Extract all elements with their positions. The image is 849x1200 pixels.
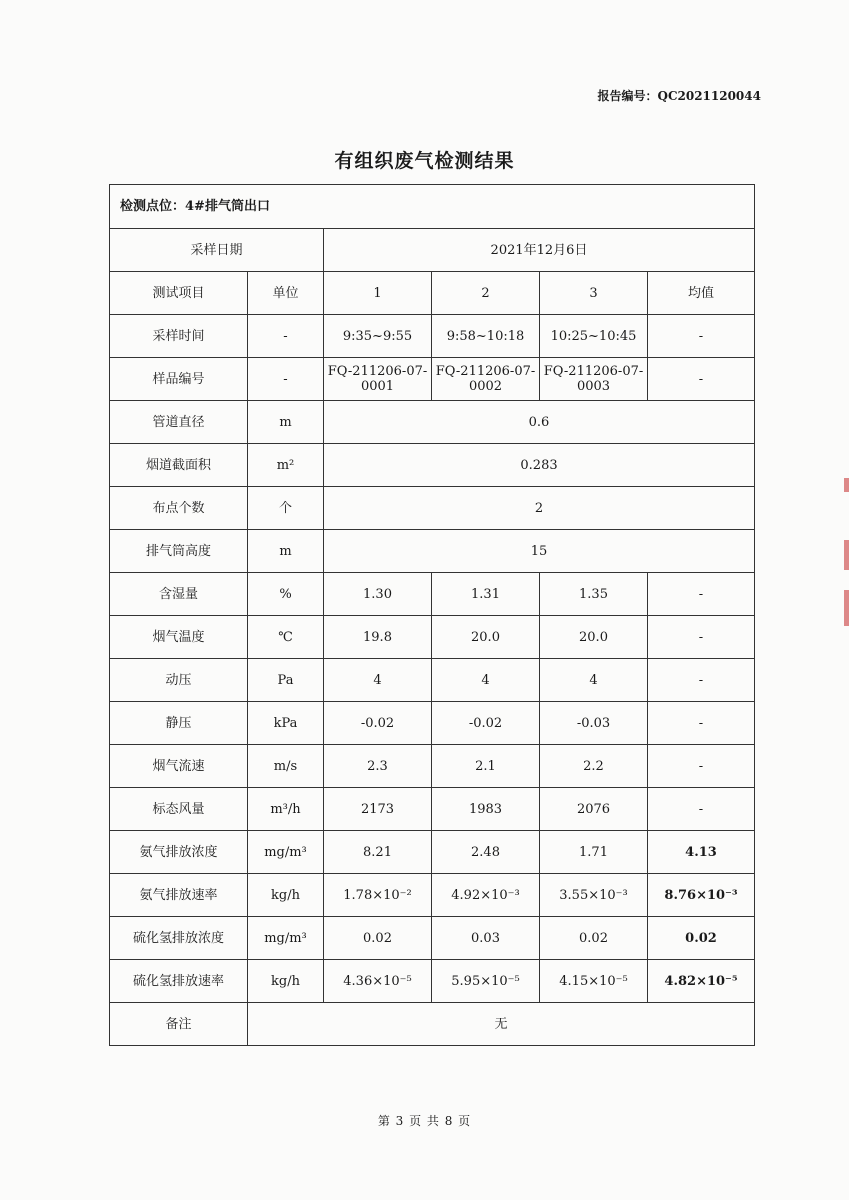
table-row <box>110 616 755 659</box>
row-average: - <box>648 573 755 616</box>
row-merged-value: 0.283 <box>324 444 755 487</box>
row-value-2: FQ-211206-07-0002 <box>432 358 540 401</box>
row-unit: ℃ <box>248 616 324 659</box>
table-row <box>110 745 755 788</box>
row-unit: kPa <box>248 702 324 745</box>
row-item: 硫化氢排放速率 <box>110 960 248 1003</box>
row-item: 采样时间 <box>110 315 248 358</box>
remark-row <box>110 1003 755 1046</box>
table-row <box>110 573 755 616</box>
row-unit: mg/m³ <box>248 917 324 960</box>
row-average: - <box>648 358 755 401</box>
row-value-2: 0.03 <box>432 917 540 960</box>
header-row <box>110 272 755 315</box>
row-value-3: -0.03 <box>540 702 648 745</box>
row-value-1: 4 <box>324 659 432 702</box>
row-value-1: 1.30 <box>324 573 432 616</box>
sampling-date-value: 2021年12月6日 <box>324 229 755 272</box>
table-row <box>110 358 755 401</box>
row-value-1: 1.78×10⁻² <box>324 874 432 917</box>
row-value-3: 1.35 <box>540 573 648 616</box>
row-item: 烟气温度 <box>110 616 248 659</box>
header-run-3: 3 <box>540 272 648 315</box>
row-value-1: 19.8 <box>324 616 432 659</box>
row-item: 标态风量 <box>110 788 248 831</box>
table-row <box>110 702 755 745</box>
row-item: 硫化氢排放浓度 <box>110 917 248 960</box>
row-value-3: 4.15×10⁻⁵ <box>540 960 648 1003</box>
table-row <box>110 917 755 960</box>
row-value-3: 2.2 <box>540 745 648 788</box>
row-item: 烟气流速 <box>110 745 248 788</box>
location-cell: 检测点位：4#排气筒出口 <box>110 185 755 229</box>
row-value-2: 4.92×10⁻³ <box>432 874 540 917</box>
row-item: 氨气排放速率 <box>110 874 248 917</box>
header-item: 测试项目 <box>110 272 248 315</box>
row-value-3: 3.55×10⁻³ <box>540 874 648 917</box>
row-average: 4.13 <box>648 831 755 874</box>
row-unit: m/s <box>248 745 324 788</box>
row-value-2: 20.0 <box>432 616 540 659</box>
results-table <box>109 184 755 1046</box>
row-unit: kg/h <box>248 960 324 1003</box>
row-value-2: 5.95×10⁻⁵ <box>432 960 540 1003</box>
row-unit: % <box>248 573 324 616</box>
remark-value: 无 <box>248 1003 755 1046</box>
edge-stamp-mark <box>844 540 849 570</box>
page-title: 有组织废气检测结果 <box>334 150 515 172</box>
row-value-3: 1.71 <box>540 831 648 874</box>
table-row <box>110 831 755 874</box>
row-value-1: FQ-211206-07-0001 <box>324 358 432 401</box>
page-number: 第 3 页 共 8 页 <box>377 1114 472 1128</box>
row-item: 氨气排放浓度 <box>110 831 248 874</box>
row-merged-value: 15 <box>324 530 755 573</box>
row-value-3: FQ-211206-07-0003 <box>540 358 648 401</box>
row-item: 排气筒高度 <box>110 530 248 573</box>
row-value-2: 2.1 <box>432 745 540 788</box>
table-row <box>110 874 755 917</box>
edge-stamp-mark <box>844 590 849 626</box>
row-item: 样品编号 <box>110 358 248 401</box>
row-item: 动压 <box>110 659 248 702</box>
row-item: 含湿量 <box>110 573 248 616</box>
row-unit: - <box>248 358 324 401</box>
table-row <box>110 960 755 1003</box>
row-average: - <box>648 616 755 659</box>
row-value-3: 20.0 <box>540 616 648 659</box>
row-average: - <box>648 659 755 702</box>
row-value-1: 0.02 <box>324 917 432 960</box>
header-average: 均值 <box>648 272 755 315</box>
row-value-1: 4.36×10⁻⁵ <box>324 960 432 1003</box>
row-value-1: 2.3 <box>324 745 432 788</box>
remark-label: 备注 <box>110 1003 248 1046</box>
table-row <box>110 315 755 358</box>
row-value-1: 8.21 <box>324 831 432 874</box>
row-average: - <box>648 702 755 745</box>
row-unit: - <box>248 315 324 358</box>
row-average: - <box>648 315 755 358</box>
row-unit: m <box>248 401 324 444</box>
row-value-3: 0.02 <box>540 917 648 960</box>
row-value-2: -0.02 <box>432 702 540 745</box>
row-value-1: 2173 <box>324 788 432 831</box>
row-item: 静压 <box>110 702 248 745</box>
sampling-date-row <box>110 229 755 272</box>
table-row <box>110 487 755 530</box>
location-row <box>110 185 755 229</box>
edge-stamp-mark <box>844 478 849 492</box>
row-value-3: 2076 <box>540 788 648 831</box>
row-average: 8.76×10⁻³ <box>648 874 755 917</box>
row-value-2: 9:58~10:18 <box>432 315 540 358</box>
row-value-2: 2.48 <box>432 831 540 874</box>
row-unit: Pa <box>248 659 324 702</box>
row-unit: m² <box>248 444 324 487</box>
row-unit: m <box>248 530 324 573</box>
table-row <box>110 401 755 444</box>
table-row <box>110 788 755 831</box>
row-average: 4.82×10⁻⁵ <box>648 960 755 1003</box>
row-item: 管道直径 <box>110 401 248 444</box>
row-item: 烟道截面积 <box>110 444 248 487</box>
row-value-2: 4 <box>432 659 540 702</box>
row-value-3: 4 <box>540 659 648 702</box>
row-merged-value: 2 <box>324 487 755 530</box>
table-row <box>110 444 755 487</box>
row-unit: 个 <box>248 487 324 530</box>
row-value-2: 1983 <box>432 788 540 831</box>
sampling-date-label: 采样日期 <box>110 229 324 272</box>
row-value-1: -0.02 <box>324 702 432 745</box>
report-number: 报告编号：QC2021120044 <box>597 89 761 103</box>
row-unit: mg/m³ <box>248 831 324 874</box>
row-value-3: 10:25~10:45 <box>540 315 648 358</box>
table-row <box>110 659 755 702</box>
row-unit: kg/h <box>248 874 324 917</box>
row-average: - <box>648 745 755 788</box>
header-run-2: 2 <box>432 272 540 315</box>
header-run-1: 1 <box>324 272 432 315</box>
row-value-2: 1.31 <box>432 573 540 616</box>
table-row <box>110 530 755 573</box>
header-unit: 单位 <box>248 272 324 315</box>
row-value-1: 9:35~9:55 <box>324 315 432 358</box>
row-merged-value: 0.6 <box>324 401 755 444</box>
row-average: - <box>648 788 755 831</box>
row-item: 布点个数 <box>110 487 248 530</box>
row-average: 0.02 <box>648 917 755 960</box>
row-unit: m³/h <box>248 788 324 831</box>
